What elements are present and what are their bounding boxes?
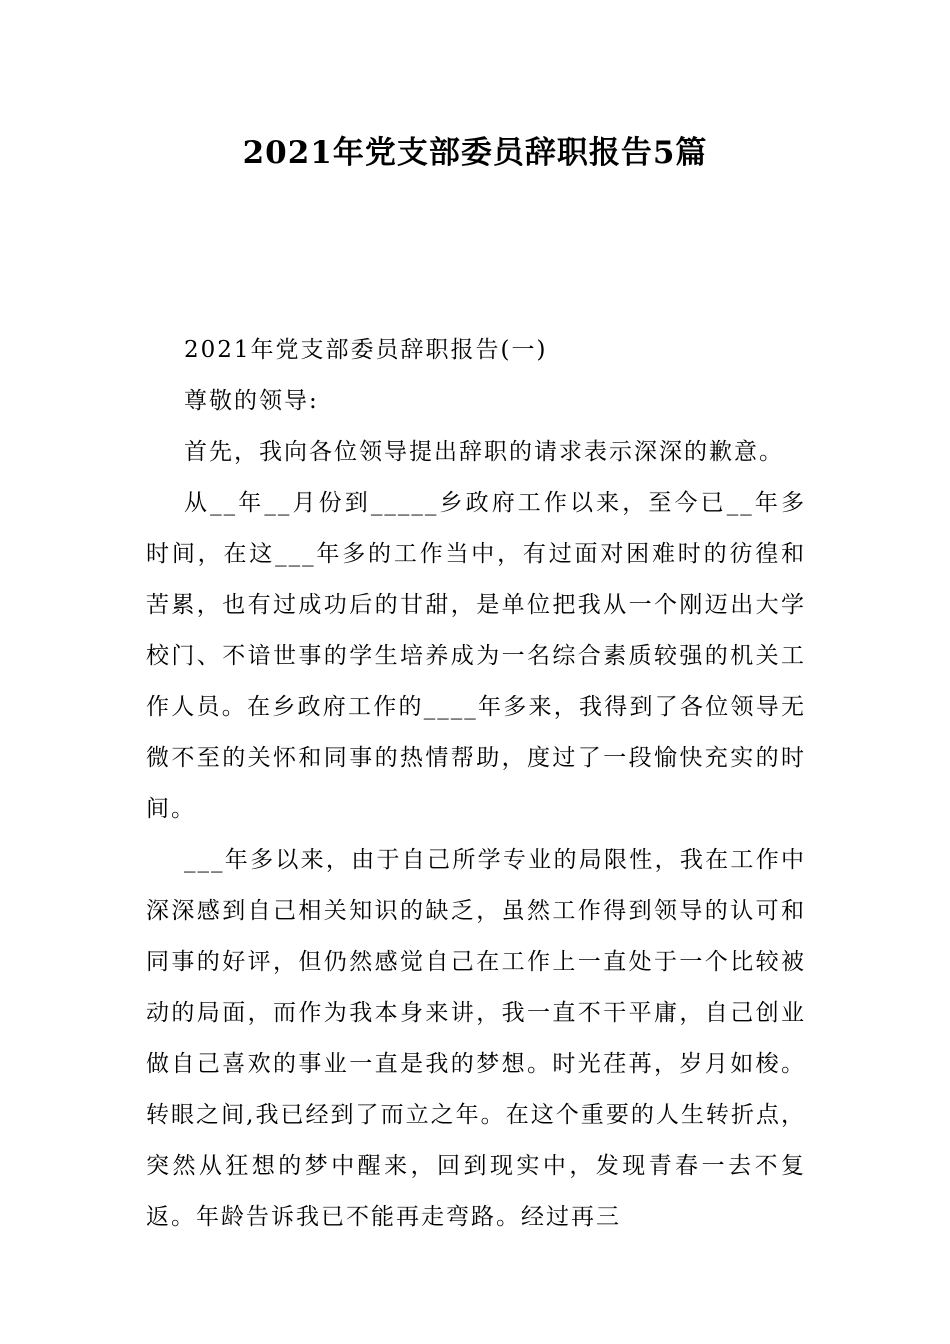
paragraph-apology: 首先，我向各位领导提出辞职的请求表示深深的歉意。: [184, 439, 784, 465]
paragraph-reason: ___年多以来，由于自己所学专业的局限性，我在工作中深深感到自己相关知识的缺乏，虽然工作得到领导的认可和同事的好评，但仍然感觉自己在工作上一直处于一个比较被动的局面，而作为我本身来讲，我一直不干平庸，自己创业做自己喜欢的事业一直是我的梦想。时光荏苒，岁月如梭。转眼之间,我已经到了而立之年。在这个重要的人生转折点，突然从狂想的梦中醒来，回到现实中，发现青春一去不复返。年龄告诉我已不能再走弯路。经过再三: [146, 847, 806, 1230]
section-heading: 2021年党支部委员辞职报告(一): [184, 337, 548, 363]
paragraph-work-history: 从__年__月份到_____乡政府工作以来，至今已__年多时间，在这___年多的工作当中，有过面对困难时的彷徨和苦累，也有过成功后的甘甜，是单位把我从一个刚迈出大学校门、不谙世事的学生培养成为一名综合素质较强的机关工作人员。在乡政府工作的____年多来，我得到了各位领导无微不至的关怀和同事的热情帮助，度过了一段愉快充实的时间。: [146, 490, 806, 822]
document-title: 2021年党支部委员辞职报告5篇: [242, 135, 708, 171]
document-body: [146, 325, 806, 1243]
salutation: 尊敬的领导:: [184, 388, 319, 414]
